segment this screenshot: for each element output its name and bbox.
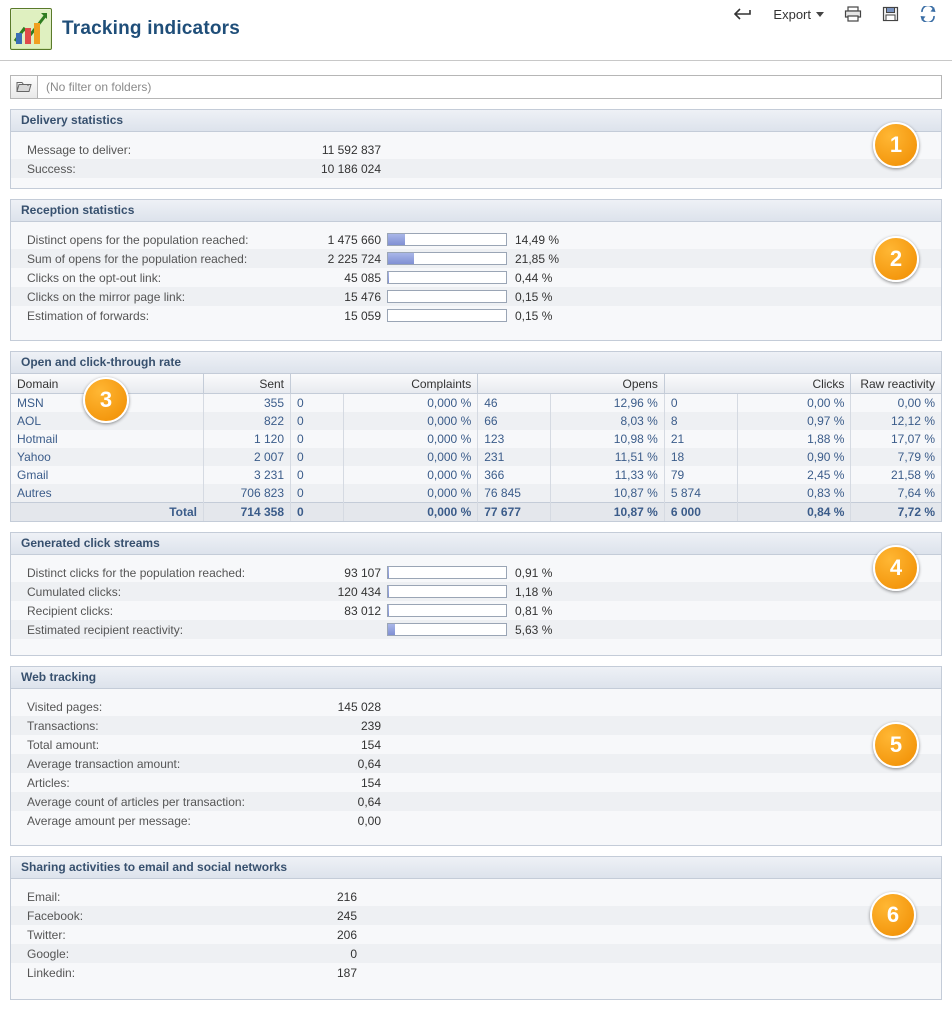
stat-percent: 0,81 % [515,603,553,618]
open-click-rate-title: Open and click-through rate [11,352,941,374]
stat-label: Recipient clicks: [27,603,114,618]
stat-row [11,773,941,792]
callout-badge-5: 5 [873,722,919,768]
cell-reactivity: 21,58 % [890,468,935,482]
stat-label: Estimation of forwards: [27,308,150,323]
stat-label: Twitter: [27,927,66,942]
stat-value: 145 028 [337,699,381,714]
cell-sent: 355 [204,394,291,413]
stat-row [11,963,941,982]
stat-label: Transactions: [27,718,99,733]
folder-filter-bar [10,75,942,99]
column-header-domain[interactable]: Domain [11,374,204,394]
click-streams-body [11,555,941,655]
cell-complaints-count: 0 [291,484,344,503]
cell-sent: 822 [204,412,291,430]
chart-icon [10,8,52,50]
cell-complaints-pct: 0,000 % [344,430,478,448]
stat-value: 45 085 [344,270,381,285]
stat-value: 2 225 724 [327,251,381,266]
cell-opens-count: 123 [478,430,551,448]
stat-value: 15 476 [344,289,381,304]
stat-row [11,754,941,773]
table-row[interactable] [11,466,941,484]
stat-value: 83 012 [344,603,381,618]
stat-percent: 0,15 % [515,289,553,304]
cell-reactivity: 17,07 % [890,432,935,446]
cell-complaints-pct: 0,000 % [344,394,478,413]
delivery-statistics-title: Delivery statistics [11,110,941,132]
stat-value: 93 107 [344,565,381,580]
cell-domain: Gmail [11,466,204,484]
callout-badge-4: 4 [873,545,919,591]
cell-total-clicks-pct: 0,84 % [737,503,851,522]
stat-row [11,268,941,287]
stat-value: 216 [336,889,357,904]
column-header-raw-reactivity[interactable]: Raw reactivity [851,374,941,394]
stat-percent: 0,44 % [515,270,553,285]
web-tracking-panel [10,666,942,846]
cell-clicks-pct: 1,88 % [737,430,851,448]
open-click-rate-table-wrap [11,374,941,521]
stat-row [11,230,941,249]
column-header-opens[interactable]: Opens [478,374,665,394]
floppy-save-icon [882,6,899,22]
stat-percent: 0,15 % [515,308,553,323]
cell-clicks-count: 79 [664,466,737,484]
callout-badge-6: 6 [870,892,916,938]
cell-complaints-pct: 0,000 % [344,448,478,466]
stat-row [11,887,941,906]
stat-label: Distinct opens for the population reached: [27,232,249,247]
cell-total-complaints-count: 0 [291,503,344,522]
open-click-rate-table [11,374,941,521]
callout-badge-1: 1 [873,122,919,168]
header-left [10,8,240,50]
sharing-activities-title: Sharing activities to email and social networks [11,857,941,879]
stat-row [11,140,941,159]
cell-clicks-count: 0 [664,394,737,413]
table-header-row [11,374,941,394]
sharing-activities-body [11,879,941,999]
cell-total-label: Total [11,503,204,522]
cell-reactivity: 7,64 % [851,484,941,503]
cell-clicks-pct: 0,83 % [737,484,851,503]
cell-clicks-pct: 2,45 % [737,466,851,484]
stat-row [11,601,941,620]
cell-clicks-pct: 0,90 % [737,448,851,466]
column-header-clicks[interactable]: Clicks [664,374,851,394]
stat-percent: 14,49 % [515,232,560,247]
column-header-sent[interactable]: Sent [204,374,291,394]
cell-opens-count: 76 845 [478,484,551,503]
stat-label: Sum of opens for the population reached: [27,251,248,266]
page-title: Tracking indicators [62,18,241,39]
stat-label: Success: [27,161,76,176]
delivery-statistics-body [11,132,941,188]
cell-complaints-count: 0 [291,394,344,413]
stat-row [11,563,941,582]
cell-reactivity: 7,79 % [851,448,941,466]
stat-label: Articles: [27,775,70,790]
refresh-button[interactable] [916,4,940,24]
cell-domain: Hotmail [11,430,204,448]
progress-bar [387,233,507,246]
delivery-statistics-panel [10,109,942,189]
cell-opens-count: 231 [478,448,551,466]
cell-sent: 2 007 [204,448,291,466]
stat-value: 10 186 024 [320,161,381,176]
column-header-complaints[interactable]: Complaints [291,374,478,394]
stat-label: Clicks on the mirror page link: [27,289,186,304]
cell-reactivity: 12,12 % [851,412,941,430]
stat-label: Facebook: [27,908,84,923]
progress-bar [387,566,507,579]
cell-total-clicks-count: 6 000 [664,503,737,522]
cell-sent: 706 823 [204,484,291,503]
progress-bar [387,585,507,598]
cell-total-opens-pct: 10,87 % [551,503,665,522]
stat-row [11,735,941,754]
header-toolbar [730,4,940,24]
print-button[interactable] [841,4,865,24]
cell-opens-count: 66 [478,412,551,430]
stat-value: 1 475 660 [327,232,381,247]
table-row[interactable] [11,430,941,448]
save-button[interactable] [879,4,902,24]
chevron-down-icon[interactable] [816,12,824,17]
progress-bar [387,252,507,265]
stat-label: Visited pages: [27,699,103,714]
stat-label: Google: [27,946,70,961]
cell-complaints-count: 0 [291,412,344,430]
cell-domain: Autres [11,484,204,503]
cell-sent: 1 120 [204,430,291,448]
stat-value: 0 [350,946,357,961]
cell-total-sent: 714 358 [204,503,291,522]
table-row[interactable] [11,448,941,466]
reception-statistics-title: Reception statistics [11,200,941,222]
web-tracking-title: Web tracking [11,667,941,689]
stat-label: Average count of articles per transaction: [27,794,245,809]
cell-sent: 3 231 [204,466,291,484]
stat-label: Average amount per message: [27,813,191,828]
cell-complaints-pct: 0,000 % [344,466,478,484]
stat-value: 0,00 [357,813,381,828]
cell-clicks-pct: 0,97 % [737,412,851,430]
stat-label: Estimated recipient reactivity: [27,622,184,637]
stat-row [11,582,941,601]
cell-opens-pct: 8,03 % [551,412,665,430]
cell-clicks-count: 21 [664,430,737,448]
stat-label: Linkedin: [27,965,76,980]
cell-clicks-count: 18 [664,448,737,466]
cell-domain: MSN [11,394,204,413]
callout-badge-2: 2 [873,236,919,282]
refresh-icon [919,6,937,22]
reception-statistics-body [11,222,941,340]
table-row[interactable] [11,484,941,503]
stat-label: Average transaction amount: [27,756,181,771]
stat-value: 154 [360,737,381,752]
stat-label: Cumulated clicks: [27,584,122,599]
stat-percent: 21,85 % [515,251,560,266]
cell-reactivity: 0,00 % [897,396,935,410]
cell-opens-pct: 11,51 % [551,448,665,466]
cell-opens-pct: 10,87 % [551,484,665,503]
cell-total-opens-count: 77 677 [478,503,551,522]
cell-total-complaints-pct: 0,000 % [344,503,478,522]
stat-percent: 0,91 % [515,565,553,580]
stat-value: 0,64 [357,756,381,771]
stat-label: Clicks on the opt-out link: [27,270,162,285]
cell-complaints-count: 0 [291,430,344,448]
stat-label: Email: [27,889,61,904]
open-click-rate-panel [10,351,942,522]
stat-row [11,792,941,811]
click-streams-panel [10,532,942,656]
cell-complaints-count: 0 [291,448,344,466]
cell-complaints-count: 0 [291,466,344,484]
export-button[interactable] [770,5,827,24]
stat-row [11,697,941,716]
cell-domain: Yahoo [11,448,204,466]
stat-value: 120 434 [337,584,381,599]
table-row[interactable] [11,412,941,430]
stat-value: 0,64 [357,794,381,809]
cell-opens-pct: 12,96 % [551,394,665,413]
stat-row [11,811,941,830]
cell-clicks-count: 8 [664,412,737,430]
progress-bar [387,290,507,303]
sharing-activities-panel [10,856,942,1000]
progress-bar [387,309,507,322]
stat-percent: 1,18 % [515,584,553,599]
folder-filter-input[interactable]: (No filter on folders) [38,75,942,99]
table-total-row [11,503,941,522]
stat-value: 187 [336,965,357,980]
stat-row [11,925,941,944]
stat-value: 154 [360,775,381,790]
table-row[interactable] [11,394,941,413]
stat-label: Distinct clicks for the population reached: [27,565,246,580]
progress-bar [387,271,507,284]
stat-value: 15 059 [344,308,381,323]
stat-row [11,306,941,325]
cell-opens-pct: 10,98 % [551,430,665,448]
stat-row [11,944,941,963]
stat-value: 239 [360,718,381,733]
stat-percent: 5,63 % [515,622,553,637]
cell-domain: AOL [11,412,204,430]
stat-row [11,287,941,306]
cell-opens-count: 46 [478,394,551,413]
click-streams-title: Generated click streams [11,533,941,555]
cell-clicks-count: 5 874 [664,484,737,503]
stat-row [11,159,941,178]
back-button[interactable] [730,4,756,24]
reception-statistics-panel [10,199,942,341]
folder-icon[interactable] [10,75,38,99]
stat-row [11,716,941,735]
printer-icon [844,6,862,22]
stat-label: Total amount: [27,737,100,752]
callout-badge-3: 3 [83,377,129,423]
stat-row [11,620,941,639]
stat-value: 206 [336,927,357,942]
export-label: Export [773,6,811,22]
stat-value: 11 592 837 [321,142,381,157]
cell-clicks-pct: 0,00 % [737,394,851,413]
web-tracking-body [11,689,941,845]
stat-row [11,249,941,268]
cell-complaints-pct: 0,000 % [344,484,478,503]
page-header [0,0,952,61]
progress-bar [387,623,507,636]
cell-total-reactivity: 7,72 % [851,503,941,522]
stat-label: Message to deliver: [27,142,132,157]
cell-opens-count: 366 [478,466,551,484]
progress-bar [387,604,507,617]
cell-complaints-pct: 0,000 % [344,412,478,430]
stat-row [11,906,941,925]
back-arrow-icon [733,6,753,22]
cell-opens-pct: 11,33 % [551,466,665,484]
stat-value: 245 [336,908,357,923]
